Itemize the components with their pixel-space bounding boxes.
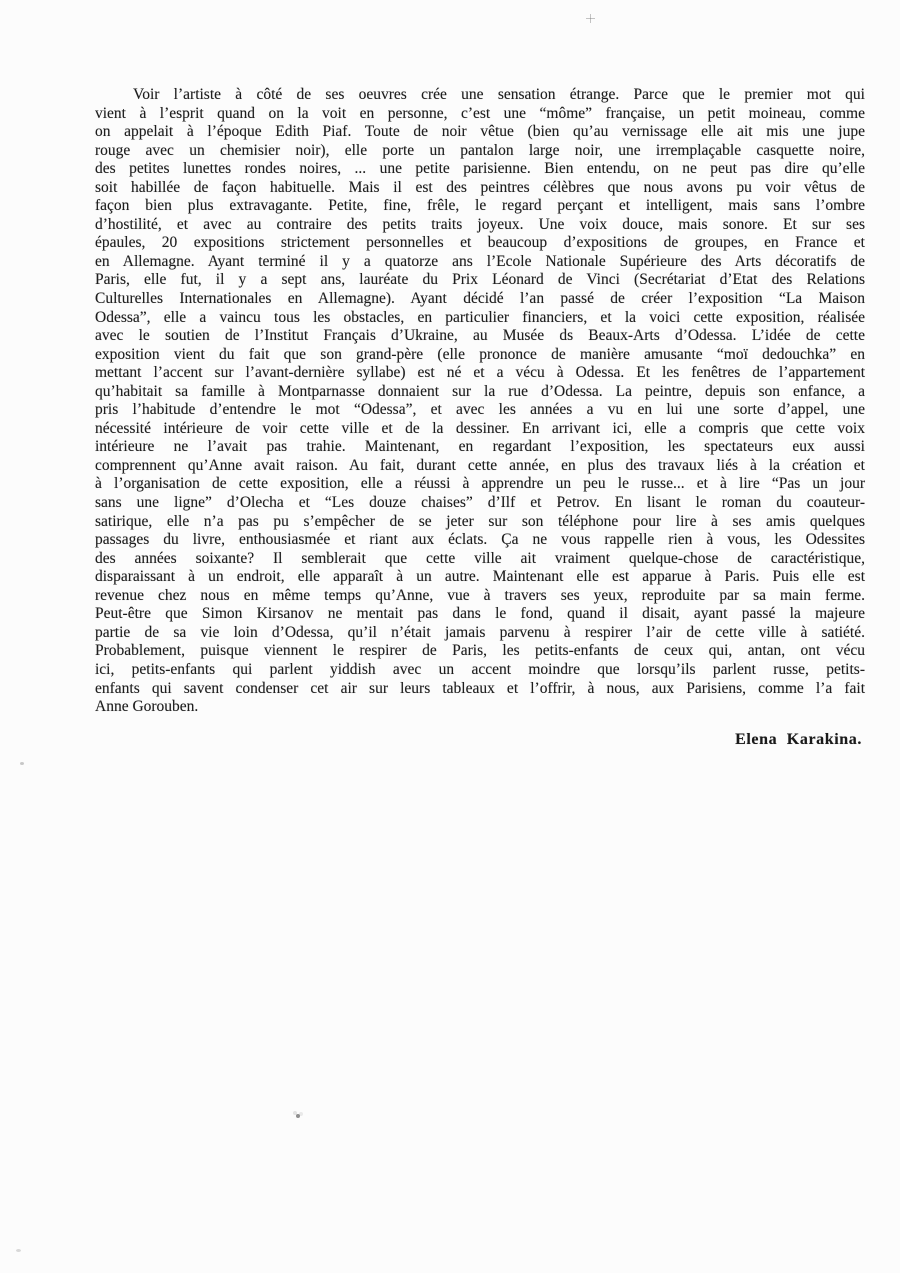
text-line: on appelait à l’époque Edith Piaf. Toute de noir vêtue (bien qu’au vernissage elle ait mis une jupe (95, 123, 865, 141)
text-line: des années soixante? Il semblerait que cette ville ait vraiment quelque-chose de caractéristique, (95, 549, 865, 567)
scan-speck (20, 762, 24, 765)
text-line: rouge avec un chemisier noir), elle porte un pantalon large noir, une irremplaçable casquette noire, (95, 141, 865, 159)
text-line: Paris, elle fut, il y a sept ans, lauréate du Prix Léonard de Vinci (Secrétariat d’Etat des Relations (95, 271, 865, 289)
text-line: partie de sa vie loin d’Odessa, qu’il n’était jamais parvenu à respirer l’air de cette ville à satiété. (95, 623, 865, 641)
text-line: exposition vient du fait que son grand-père (elle prononce de manière amusante “moï dedouchka” en (95, 345, 865, 363)
text-line: façon bien plus extravagante. Petite, fine, frêle, le regard perçant et intelligent, mais sans l’ombre (95, 197, 865, 215)
text-line: soit habillée de façon habituelle. Mais il est des peintres célèbres que nous avons pu voir vêtus de (95, 178, 865, 196)
text-line: à l’organisation de cette exposition, elle a réussi à apprendre un peu le russe... et à lire “Pas un jour (95, 475, 865, 493)
text-line: disparaissant à un endroit, elle apparaît à un autre. Maintenant elle est apparue à Paris. Puis elle est (95, 568, 865, 586)
scan-speck (296, 1114, 300, 1118)
text-line: satirique, elle n’a pas pu s’empêcher de se jeter sur son téléphone pour lire à ses amis quelques (95, 512, 865, 530)
text-line: passages du livre, enthousiasmée et riant aux éclats. Ça ne vous rappelle rien à vous, les Odessites (95, 531, 865, 549)
scan-speck-cross (586, 14, 595, 23)
scan-speck (16, 1249, 21, 1252)
text-line: Odessa”, elle a vaincu tous les obstacles, en particulier financiers, et la voici cette exposition, réalisée (95, 308, 865, 326)
text-line: Voir l’artiste à côté de ses oeuvres crée une sensation étrange. Parce que le premier mot qui (133, 86, 865, 103)
text-line: Probablement, puisque viennent le respirer de Paris, les petits-enfants de ceux qui, antan, ont vécu (95, 642, 865, 660)
text-line: vient à l’esprit quand on la voit en personne, c’est une “môme” française, un petit moineau, comme (95, 104, 865, 122)
text-line: en Allemagne. Ayant terminé il y a quatorze ans l’Ecole Nationale Supérieure des Arts décoratifs de (95, 252, 865, 270)
text-line: Peut-être que Simon Kirsanov ne mentait pas dans le fond, quand il disait, ayant passé la majeure (95, 605, 865, 623)
text-line: mettant l’accent sur l’avant-dernière syllabe) est né et a vécu à Odessa. Et les fenêtres de l’appartement (95, 364, 865, 382)
text-line: épaules, 20 expositions strictement personnelles et beaucoup d’expositions de groupes, en France et (95, 234, 865, 252)
text-line: ici, petits-enfants qui parlent yiddish avec un accent moindre que lorsqu’ils parlent russe, petits- (95, 660, 865, 678)
text-line: sans une ligne” d’Olecha et “Les douze chaises” d’Ilf et Petrov. En lisant le roman du coauteur- (95, 494, 865, 512)
text-line: Anne Gorouben. (95, 698, 199, 716)
text-line: intérieure ne l’avait pas trahie. Maintenant, en regardant l’exposition, les spectateurs eux aussi (95, 438, 865, 456)
text-line: comprennent qu’Anne avait raison. Au fait, durant cette année, en plus des travaux liés à la création et (95, 456, 865, 474)
text-line: des petites lunettes rondes noires, ... une petite parisienne. Bien entendu, on ne peut pas dire qu’elle (95, 160, 865, 178)
text-line: qu’habitait sa famille à Montparnasse donnaient sur la rue d’Odessa. La peintre, depuis son enfance, a (95, 382, 865, 400)
text-line: enfants qui savent condenser cet air sur leurs tableaux et l’offrir, à nous, aux Parisiens, comme l’a fait (95, 679, 865, 697)
article-body (95, 86, 865, 717)
text-line: d’hostilité, et avec au contraire des petits traits joyeux. Une voix douce, mais sonore. Et sur ses (95, 215, 865, 233)
text-line: pris l’habitude d’entendre le mot “Odessa”, et avec les années a vu en lui une sorte d’appel, une (95, 401, 865, 419)
signature: Elena Karakina. (735, 731, 862, 748)
text-line: Culturelles Internationales en Allemagne). Ayant décidé l’an passé de créer l’exposition “La Maison (95, 290, 865, 308)
text-line: avec le soutien de l’Institut Français d’Ukraine, au Musée ds Beaux-Arts d’Odessa. L’idée de cette (95, 327, 865, 345)
text-line: nécessité intérieure de voir cette ville et de la dessiner. En arrivant ici, elle a compris que cette voix (95, 419, 865, 437)
text-line: revenue chez nous en même temps qu’Anne, vue à travers ses yeux, reproduite par sa main ferme. (95, 586, 865, 604)
